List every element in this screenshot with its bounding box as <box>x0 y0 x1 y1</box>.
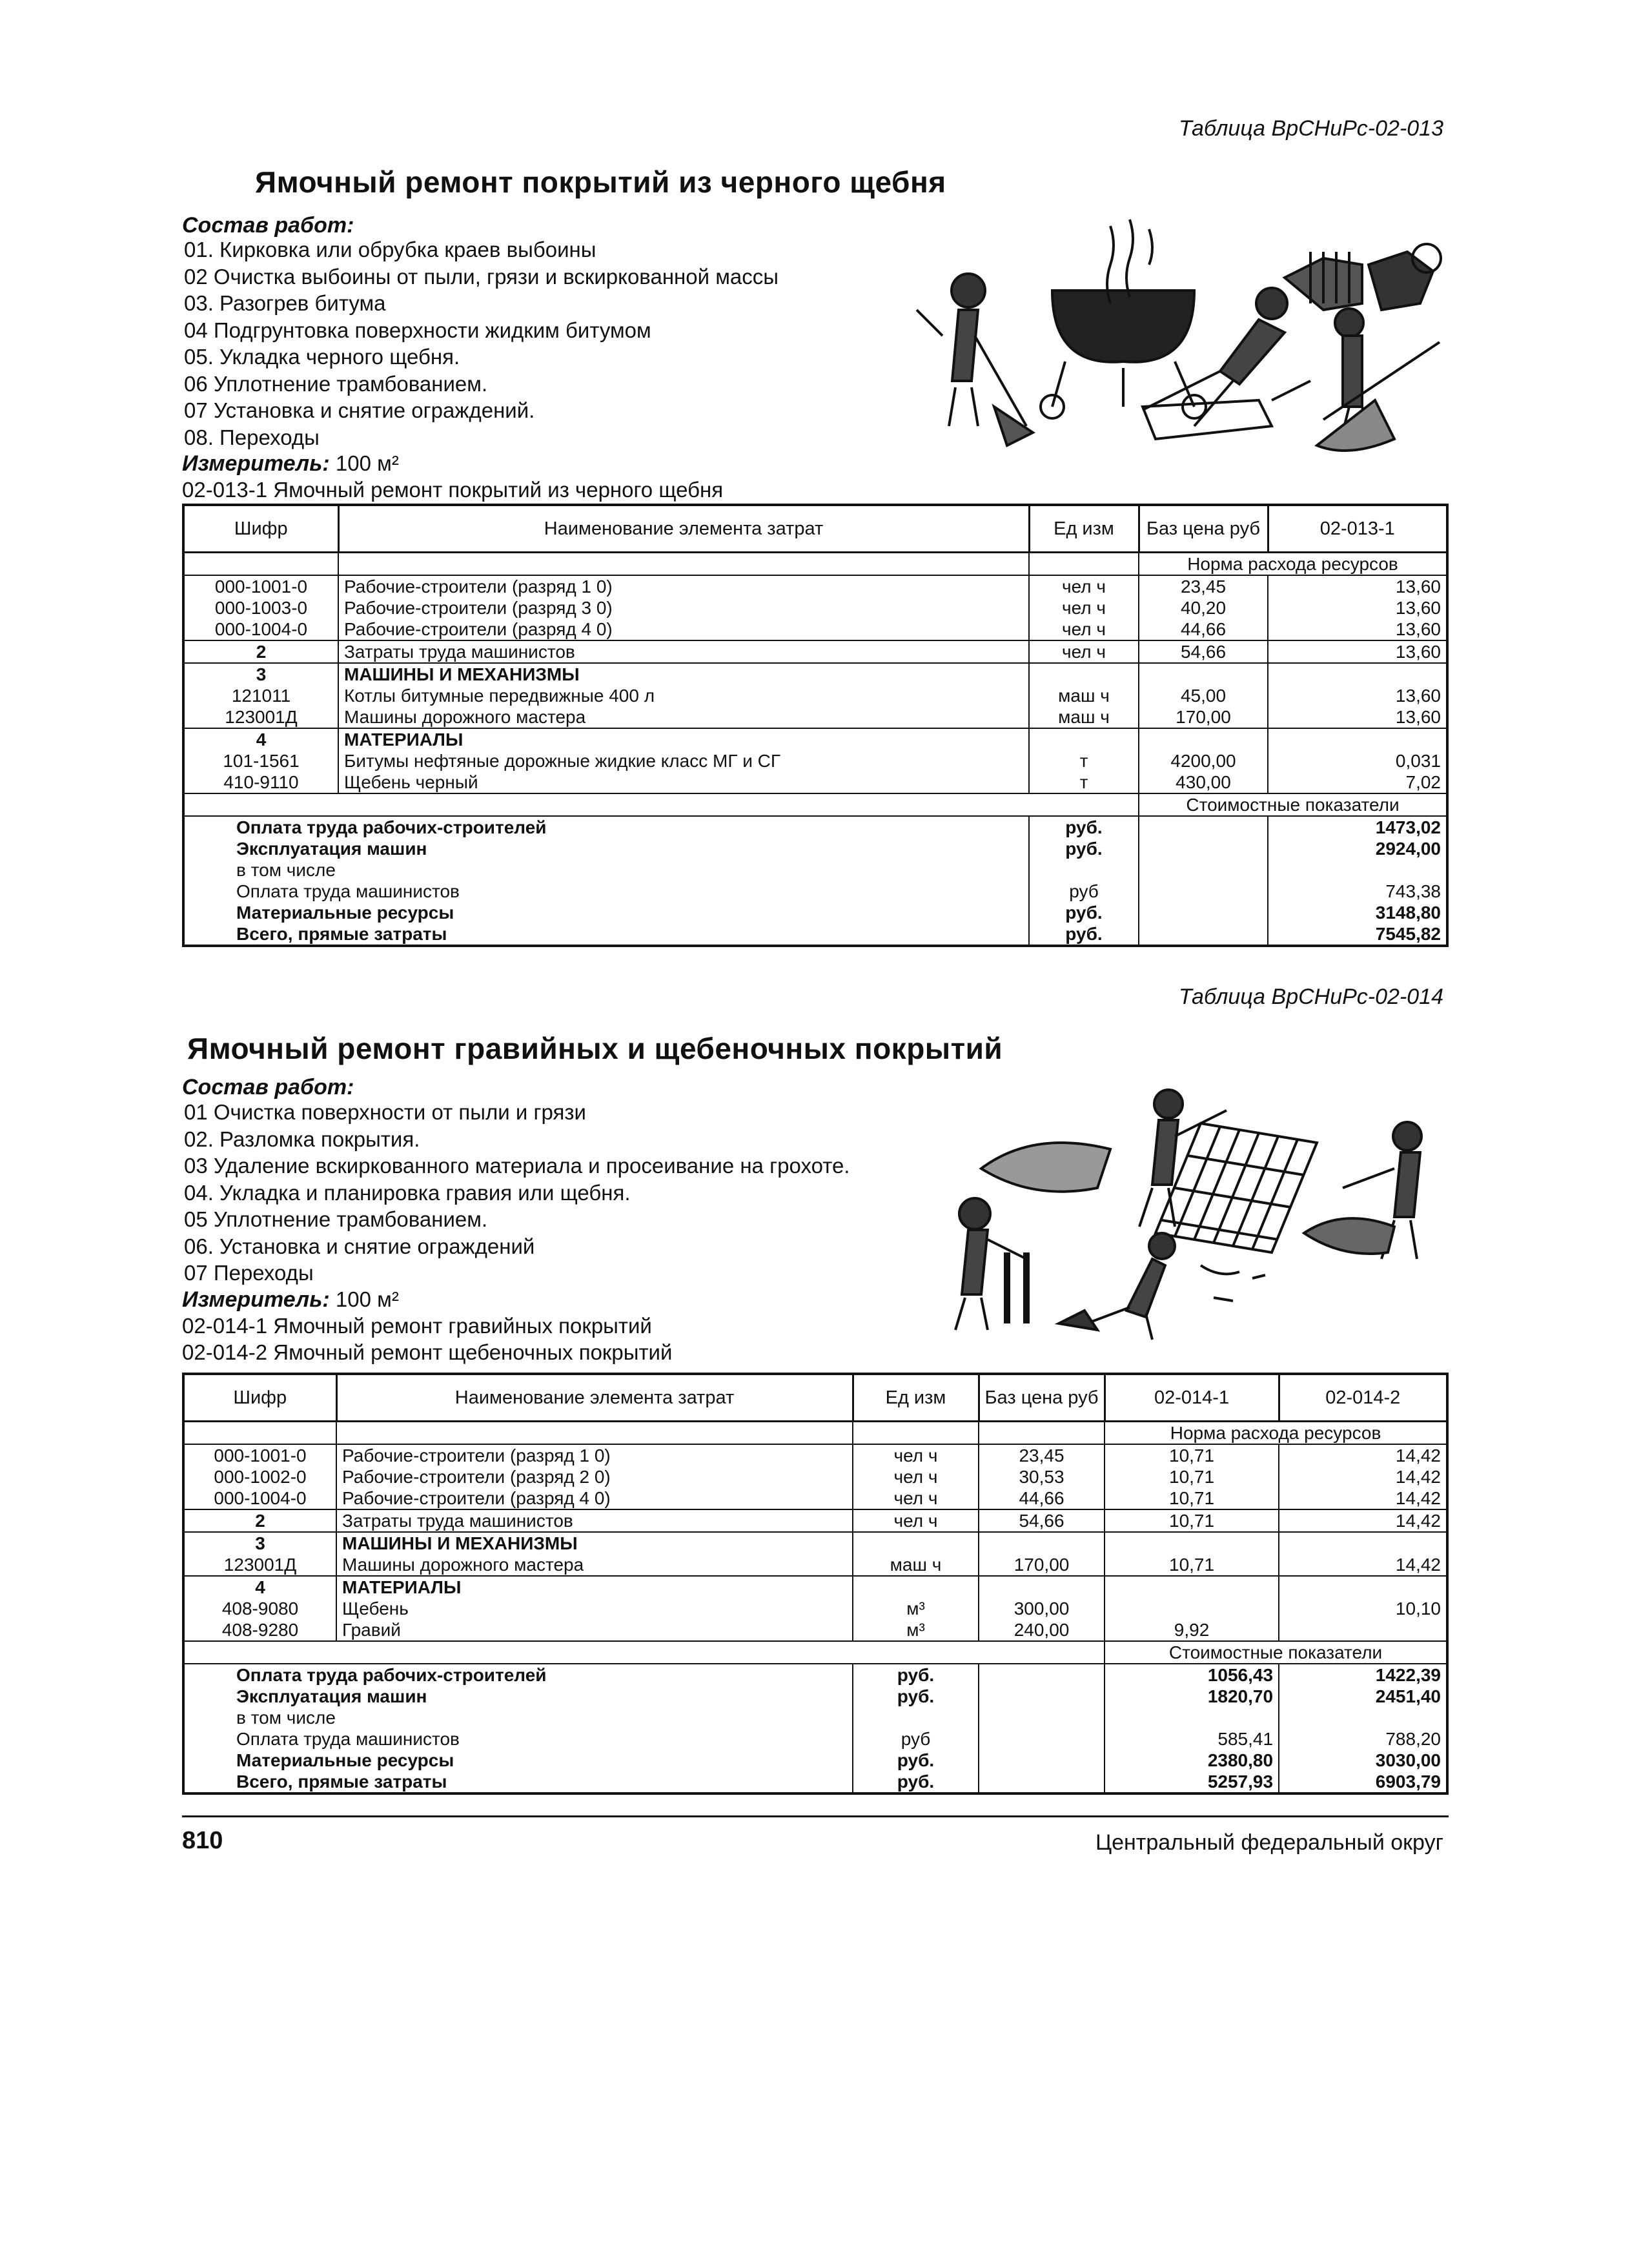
cost-name: Всего, прямые затраты <box>183 923 1029 946</box>
cell-name: Рабочие-строители (разряд 4 0) <box>338 618 1029 640</box>
norm-header: Норма расхода ресурсов <box>1139 553 1447 576</box>
cost-value: 7545,82 <box>1268 923 1447 946</box>
cell-unit: чел ч <box>1029 640 1139 663</box>
cell-price: 300,00 <box>979 1598 1105 1619</box>
cell-value <box>1105 1598 1279 1619</box>
cell-name: Щебень черный <box>338 771 1029 793</box>
cell-value: 14,42 <box>1279 1509 1447 1532</box>
code-line-2a: 02-014-1 Ямочный ремонт гравийных покрытий <box>182 1314 652 1338</box>
cell-unit: чел ч <box>853 1509 979 1532</box>
cell-value <box>1279 1619 1447 1641</box>
cost-unit: руб <box>1029 881 1139 902</box>
cell-price: 54,66 <box>1139 640 1268 663</box>
resource-table-2 <box>182 1373 1449 1795</box>
cell-value: 9,92 <box>1105 1619 1279 1641</box>
work-item: 07 Переходы <box>184 1261 314 1285</box>
cell-price: 54,66 <box>979 1509 1105 1532</box>
measure-label: Измеритель: <box>182 451 330 476</box>
col-header-norm-2: 02-014-2 <box>1279 1374 1447 1422</box>
resource-table-1 <box>182 504 1449 947</box>
works-list-1 <box>184 236 779 451</box>
cell-name: Рабочие-строители (разряд 3 0) <box>338 597 1029 618</box>
col-header-code: Шифр <box>183 1374 336 1422</box>
cell-code: 123001Д <box>183 1554 336 1576</box>
measure-line-1 <box>182 450 399 477</box>
cost-unit: руб. <box>1029 816 1139 838</box>
cost-value: 3148,80 <box>1268 902 1447 923</box>
cell-price: 23,45 <box>979 1444 1105 1466</box>
work-item: 02. Разломка покрытия. <box>184 1127 420 1151</box>
work-item: 02 Очистка выбоины от пыли, грязи и вскиркованной массы <box>184 264 779 289</box>
cell-price: 23,45 <box>1139 575 1268 597</box>
work-item: 05 Уплотнение трамбованием. <box>184 1207 488 1231</box>
cost-name: в том числе <box>183 1707 853 1728</box>
cost-name: Эксплуатация машин <box>183 1686 853 1707</box>
cell-value: 14,42 <box>1279 1487 1447 1509</box>
cost-value: 2451,40 <box>1279 1686 1447 1707</box>
cost-header: Стоимостные показатели <box>1105 1641 1447 1664</box>
cell-value: 13,60 <box>1268 706 1447 728</box>
cell-code: 410-9110 <box>183 771 338 793</box>
cost-unit: руб. <box>1029 923 1139 946</box>
cell-value: 14,42 <box>1279 1444 1447 1466</box>
code-line-1: 02-013-1 Ямочный ремонт покрытий из черного щебня <box>182 478 724 502</box>
cell-value: 10,71 <box>1105 1444 1279 1466</box>
col-header-norm-1: 02-014-1 <box>1105 1374 1279 1422</box>
cost-value: 1056,43 <box>1105 1664 1279 1686</box>
cost-name: Материальные ресурсы <box>183 902 1029 923</box>
cost-value: 1820,70 <box>1105 1686 1279 1707</box>
cell-price: 430,00 <box>1139 771 1268 793</box>
work-item: 05. Укладка черного щебня. <box>184 345 460 369</box>
cell-unit: маш ч <box>1029 685 1139 706</box>
work-item: 01. Кирковка или обрубка краев выбоины <box>184 238 596 261</box>
cell-code: 000-1002-0 <box>183 1466 336 1487</box>
cell-name: Рабочие-строители (разряд 1 0) <box>336 1444 853 1466</box>
col-header-unit: Ед изм <box>853 1374 979 1422</box>
cell-value: 13,60 <box>1268 640 1447 663</box>
cell-price: 44,66 <box>979 1487 1105 1509</box>
cost-value: 2380,80 <box>1105 1750 1279 1771</box>
work-item: 03 Удаление вскиркованного материала и просеивание на грохоте. <box>184 1154 850 1178</box>
cell-name: Рабочие-строители (разряд 2 0) <box>336 1466 853 1487</box>
col-header-price: Баз цена руб <box>1139 505 1268 553</box>
cell-group-name: МАШИНЫ И МЕХАНИЗМЫ <box>338 663 1029 685</box>
cell-code: 000-1004-0 <box>183 1487 336 1509</box>
cell-code: 101-1561 <box>183 750 338 771</box>
cell-name: Затраты труда машинистов <box>336 1509 853 1532</box>
col-header-norm: 02-013-1 <box>1268 505 1447 553</box>
col-header-price: Баз цена руб <box>979 1374 1105 1422</box>
cost-value: 5257,93 <box>1105 1771 1279 1793</box>
cost-unit: руб. <box>853 1686 979 1707</box>
cost-name: Всего, прямые затраты <box>183 1771 853 1793</box>
col-header-name: Наименование элемента затрат <box>336 1374 853 1422</box>
cell-name: Гравий <box>336 1619 853 1641</box>
cost-value: 6903,79 <box>1279 1771 1447 1793</box>
cell-unit: чел ч <box>1029 597 1139 618</box>
cell-unit: чел ч <box>853 1444 979 1466</box>
cell-name: Рабочие-строители (разряд 1 0) <box>338 575 1029 597</box>
cell-code: 000-1003-0 <box>183 597 338 618</box>
cell-price: 45,00 <box>1139 685 1268 706</box>
cost-name: Оплата труда машинистов <box>183 881 1029 902</box>
cell-price: 4200,00 <box>1139 750 1268 771</box>
cell-code: 000-1004-0 <box>183 618 338 640</box>
measure-value: 100 м² <box>335 451 399 475</box>
cell-unit: чел ч <box>1029 618 1139 640</box>
cost-name: Материальные ресурсы <box>183 1750 853 1771</box>
gravel-sifting-illustration <box>930 1085 1446 1343</box>
cost-value: 585,41 <box>1105 1728 1279 1750</box>
cost-value: 1422,39 <box>1279 1664 1447 1686</box>
cell-value: 10,71 <box>1105 1487 1279 1509</box>
table-ref-2: Таблица ВрСНиРс-02-014 <box>1178 985 1443 1009</box>
cell-code: 2 <box>183 1509 336 1532</box>
section-title-2: Ямочный ремонт гравийных и щебеночных покрытий <box>187 1032 1003 1065</box>
cell-name: Рабочие-строители (разряд 4 0) <box>336 1487 853 1509</box>
section-title-1: Ямочный ремонт покрытий из черного щебня <box>255 165 946 199</box>
work-item: 06 Уплотнение трамбованием. <box>184 371 488 396</box>
works-heading-1: Состав работ: <box>182 213 354 238</box>
measure-value: 100 м² <box>335 1287 399 1311</box>
cell-price: 30,53 <box>979 1466 1105 1487</box>
cost-unit: руб. <box>853 1771 979 1793</box>
work-item: 08. Переходы <box>184 425 320 449</box>
cell-code: 3 <box>183 1532 336 1554</box>
cell-code: 4 <box>183 1576 336 1598</box>
cell-unit: т <box>1029 771 1139 793</box>
col-header-name: Наименование элемента затрат <box>338 505 1029 553</box>
cell-name: Машины дорожного мастера <box>336 1554 853 1576</box>
cell-value: 13,60 <box>1268 597 1447 618</box>
cell-unit: т <box>1029 750 1139 771</box>
cost-value: 788,20 <box>1279 1728 1447 1750</box>
works-list-2 <box>184 1099 850 1287</box>
cell-value: 10,71 <box>1105 1466 1279 1487</box>
cost-value: 743,38 <box>1268 881 1447 902</box>
cell-group-name: МАШИНЫ И МЕХАНИЗМЫ <box>336 1532 853 1554</box>
work-item: 03. Разогрев битума <box>184 291 386 315</box>
cell-unit: маш ч <box>1029 706 1139 728</box>
page-number: 810 <box>182 1827 223 1854</box>
cost-unit: руб. <box>1029 902 1139 923</box>
cell-price: 170,00 <box>1139 706 1268 728</box>
cell-value: 13,60 <box>1268 575 1447 597</box>
cell-code: 3 <box>183 663 338 685</box>
cell-unit: чел ч <box>853 1466 979 1487</box>
cell-price: 44,66 <box>1139 618 1268 640</box>
cost-name: в том числе <box>183 859 1029 881</box>
work-item: 04 Подгрунтовка поверхности жидким битумом <box>184 318 651 342</box>
cell-name: Затраты труда машинистов <box>338 640 1029 663</box>
cost-header: Стоимостные показатели <box>1139 793 1447 816</box>
cost-value: 1473,02 <box>1268 816 1447 838</box>
code-line-2b: 02-014-2 Ямочный ремонт щебеночных покрытий <box>182 1340 673 1364</box>
cell-code: 000-1001-0 <box>183 575 338 597</box>
cell-group-name: МАТЕРИАЛЫ <box>338 728 1029 750</box>
cell-code: 121011 <box>183 685 338 706</box>
cell-value: 0,031 <box>1268 750 1447 771</box>
cell-name: Машины дорожного мастера <box>338 706 1029 728</box>
work-item: 04. Укладка и планировка гравия или щебня. <box>184 1180 631 1205</box>
cell-code: 408-9080 <box>183 1598 336 1619</box>
cost-unit: руб. <box>1029 838 1139 859</box>
road-repair-illustration <box>897 213 1446 478</box>
measure-line-2 <box>182 1286 399 1313</box>
cost-unit: руб <box>853 1728 979 1750</box>
cost-name: Оплата труда рабочих-строителей <box>183 816 1029 838</box>
cell-unit: чел ч <box>853 1487 979 1509</box>
cost-value: 2924,00 <box>1268 838 1447 859</box>
cell-name: Котлы битумные передвижные 400 л <box>338 685 1029 706</box>
cell-value: 13,60 <box>1268 685 1447 706</box>
cost-unit: руб. <box>853 1750 979 1771</box>
cell-unit: чел ч <box>1029 575 1139 597</box>
cost-unit: руб. <box>853 1664 979 1686</box>
cell-value: 10,71 <box>1105 1554 1279 1576</box>
cell-code: 000-1001-0 <box>183 1444 336 1466</box>
cell-group-name: МАТЕРИАЛЫ <box>336 1576 853 1598</box>
cost-name: Оплата труда рабочих-строителей <box>183 1664 853 1686</box>
cell-unit: м³ <box>853 1598 979 1619</box>
cell-value: 14,42 <box>1279 1554 1447 1576</box>
cell-value: 14,42 <box>1279 1466 1447 1487</box>
cell-code: 123001Д <box>183 706 338 728</box>
cell-code: 2 <box>183 640 338 663</box>
work-item: 07 Установка и снятие ограждений. <box>184 398 535 422</box>
works-heading-2: Состав работ: <box>182 1075 354 1099</box>
cell-price: 40,20 <box>1139 597 1268 618</box>
footer-rule <box>182 1815 1449 1817</box>
work-item: 01 Очистка поверхности от пыли и грязи <box>184 1100 586 1124</box>
measure-label: Измеритель: <box>182 1287 330 1312</box>
cell-value: 7,02 <box>1268 771 1447 793</box>
table-ref-1: Таблица ВрСНиРс-02-013 <box>1178 116 1443 141</box>
cell-price: 170,00 <box>979 1554 1105 1576</box>
col-header-code: Шифр <box>183 505 338 553</box>
cost-value: 3030,00 <box>1279 1750 1447 1771</box>
cell-unit: м³ <box>853 1619 979 1641</box>
cell-unit: маш ч <box>853 1554 979 1576</box>
work-item: 06. Установка и снятие ограждений <box>184 1234 535 1258</box>
footer-region: Центральный федеральный округ <box>1095 1830 1443 1855</box>
cell-name: Щебень <box>336 1598 853 1619</box>
cell-value: 10,71 <box>1105 1509 1279 1532</box>
cell-value: 13,60 <box>1268 618 1447 640</box>
norm-header: Норма расхода ресурсов <box>1105 1422 1447 1445</box>
col-header-unit: Ед изм <box>1029 505 1139 553</box>
cell-value: 10,10 <box>1279 1598 1447 1619</box>
cell-price: 240,00 <box>979 1619 1105 1641</box>
cell-name: Битумы нефтяные дорожные жидкие класс МГ и СГ <box>338 750 1029 771</box>
cell-code: 4 <box>183 728 338 750</box>
cost-name: Оплата труда машинистов <box>183 1728 853 1750</box>
cell-code: 408-9280 <box>183 1619 336 1641</box>
cost-name: Эксплуатация машин <box>183 838 1029 859</box>
